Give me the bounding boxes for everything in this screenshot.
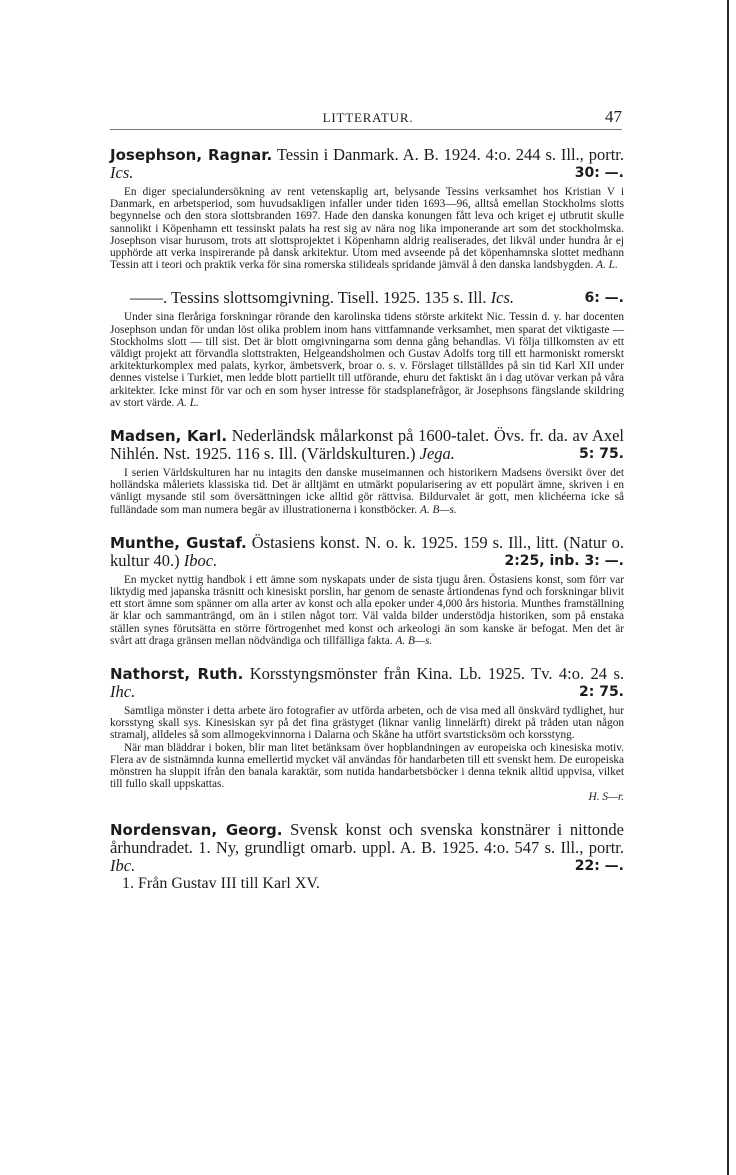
review-text: I serien Världskulturen har nu intagits den danske museimannen och historikern Madsens översikt över det holländska måleriets klassiska tid. Det är alltjämt en utmärkt popularisering av ett populärt ämne, skriven i en vänligt mysande stil som översättningen icke alltid gör rättvisa. Bildurvalet är gott, men klichéerna icke så fulländade som man numera begär av illustrationerna i konstböcker. — [110, 467, 624, 516]
entry-munthe — [110, 534, 624, 647]
review-text: Samtliga mönster i detta arbete äro fotografier av utförda arbeten, och de visa med all önskvärd tydlighet, hur korsstyng skall sys. Kinesiskan syr på det fina grästyget (liknar vanlig linnelärft) direkt på tråden utan någon stramalj, alldeles så som allmogekvinnorna i Dalarna och Skåne ha utfört svartsticksöm och korsstyng. — [110, 705, 624, 742]
entry-price: 2:25, inb. 3: —. — [504, 552, 624, 569]
header-rule — [110, 129, 622, 130]
entry-nordensvan — [110, 821, 624, 893]
review-signature: H. S—r. — [588, 790, 624, 803]
entry-title-text: Korsstyngsmönster från Kina. Lb. 1925. Tv. 4:o. 24 s. — [249, 664, 624, 684]
entry-title-text: Svensk konst och svenska konstnärer i nittonde århundradet. 1. Ny, grundligt omarb. uppl. A. B. 1925. 4:o. 547 s. Ill., portr. — [110, 819, 624, 857]
entry-nathorst — [110, 665, 624, 803]
entry-author: Munthe, Gustaf. — [110, 533, 247, 552]
entry-heading — [110, 427, 624, 463]
entry-review — [110, 467, 624, 516]
entry-abbreviation: Ihc. — [110, 682, 136, 702]
entry-heading — [110, 146, 624, 182]
entry-price: 5: 75. — [578, 446, 624, 463]
entry-abbreviation: Ics. — [110, 163, 134, 182]
entry-title-text: Tessins slottsomgivning. Tisell. 1925. 135 s. Ill. — [170, 288, 487, 308]
running-header: LITTERATUR. — [322, 110, 414, 125]
entry-review-continued — [110, 742, 624, 803]
entry-author: Madsen, Karl. — [110, 427, 228, 446]
entry-title-text: Nederländsk målarkonst på 1600-talet. Övs. fr. da. av Axel Nihlén. Nst. 1925. 116 s. Ill. (Världskulturen.) — [110, 426, 624, 464]
review-signature: A. L. — [177, 396, 199, 409]
entry-author: Josephson, Ragnar. — [110, 146, 273, 164]
entry-josephson-slottsomgivning — [110, 289, 624, 409]
entry-review — [110, 186, 624, 271]
entry-review — [110, 705, 624, 742]
entry-title-text: Tessin i Danmark. A. B. 1924. 4:o. 244 s. Ill., portr. — [276, 145, 625, 164]
entry-author: Nathorst, Ruth. — [110, 665, 244, 684]
entry-abbreviation: Iboc. — [183, 550, 218, 570]
entry-ditto-dash: ——. — [130, 288, 168, 308]
review-text: En mycket nyttig handbok i ett ämne som nyskapats under de sista tjugu åren. Östasiens konst, som förr var liktydig med japanska träsnitt och kinesiskt porslin, har genom de senaste årtiondenas fynd och forskningar blivit ett stort ämne som spänner om alla arter av konst och alla epoker under 4,000 års historia. Munthes framställning är klar och sammanträngd, om än i stilen något torr. Väl valda bilder understödja historiken, som på enstaka ställen synes förutsätta en större förtrogenhet med konst och arkeologi än som kanske är befogat. Men det är svårt att draga gränsen mellan nödvändiga och tillfälliga fakta. — [110, 573, 624, 647]
review-signature: A. B—s. — [395, 634, 433, 647]
entry-heading — [110, 821, 624, 875]
entry-abbreviation: Jega. — [419, 444, 455, 464]
review-text: En diger specialundersökning av rent vetenskaplig art, belysande Tessins verksamhet hos Kristian V i Danmark, en arbetsperiod, som huvudsakligen infaller under tiden 1693—96, alltså emellan Stockholms slotts begynnelse och den stora slottsbranden 1697. Hade den danska konungen fått leva och kriget ej utbrutit skulle sannolikt i Köpenhamn ett tessinskt palats ha rest sig av nära nog lika imponerande art som det stockholmska. Josephson visar hurusom, trots att slottsprojektet i Köpenhamn aldrig realiserades, det likväl under hundra år ej upphörde att verka inspirerande på dansk arkitektur. Utom med avseende på det köpenhamnska slottet medhann Tessin att i teori och praktik verka för sina romerska stilideals spridande jämväl å den danska landsbygden. — [110, 186, 624, 272]
review-signature: A. L. — [596, 259, 618, 272]
entry-review — [110, 574, 624, 647]
entry-price: 22: —. — [574, 857, 624, 874]
entry-madsen — [110, 427, 624, 516]
entry-abbreviation: Ics. — [490, 288, 515, 308]
entry-josephson-tessin-danmark — [110, 146, 624, 271]
review-text: Under sina fleråriga forskningar rörande den karolinska tidens störste arkitekt Nic. Tessin d. y. har docenten Josephson undan för undan löst olika problem inom hans vittfamnande verksamhet, men sparat det viktigaste — Stockholms slott — till sist. Det är blott omgivningarna som denna gång behandlas. Vi följa tillkomsten av ett väldigt projekt att förvandla slottstrakten, Helgeandsholmen och Gustav Adolfs torg till ett harmoniskt romerskt arkitekturkomplex med palats, kyrkor, ämbetsverk, broar o. s. v. Förslaget tillställdes på sin tid Karl XII under dennes vistelse i Turkiet, men ledde blott partiellt till utförande, ehuru det faktiskt än i dag utövar verkan på våra arkitekter. Icke minst för var och en som hyser intresse för stadsplanefrågor, är Josephsons fängslande skildring av stort värde. — [110, 311, 624, 409]
entry-heading — [110, 665, 624, 701]
entry-review — [110, 311, 624, 409]
entry-volume-line: 1. Från Gustav III till Karl XV. — [122, 874, 320, 892]
entry-price: 30: —. — [574, 165, 624, 181]
bibliography-list — [110, 146, 624, 911]
entry-heading — [110, 289, 624, 307]
review-text: När man bläddrar i boken, blir man litet betänksam över hopblandningen av europeiska och kinesiska motiv. Flera av de sistnämnda kunna emellertid mycket väl användas för handarbeten till ett svenskt hem. De europeiska mönstren ha sluppit ifrån den banala karaktär, som nutida handarbetsböcker i denna teknik alltid uppvisa, vilket till fullo skall uppskattas. — [110, 741, 624, 791]
entry-heading — [110, 534, 624, 570]
page-number: 47 — [605, 107, 622, 126]
entry-author: Nordensvan, Georg. — [110, 820, 283, 839]
entry-abbreviation: Ibc. — [110, 855, 136, 875]
entry-title-text: Östasiens konst. N. o. k. 1925. 159 s. Ill., litt. (Natur o. kultur 40.) — [110, 532, 625, 570]
scan-edge-line — [727, 0, 729, 1175]
review-signature: A. B—s. — [419, 503, 457, 516]
entry-price: 6: —. — [584, 290, 624, 307]
entry-price: 2: 75. — [578, 684, 624, 701]
